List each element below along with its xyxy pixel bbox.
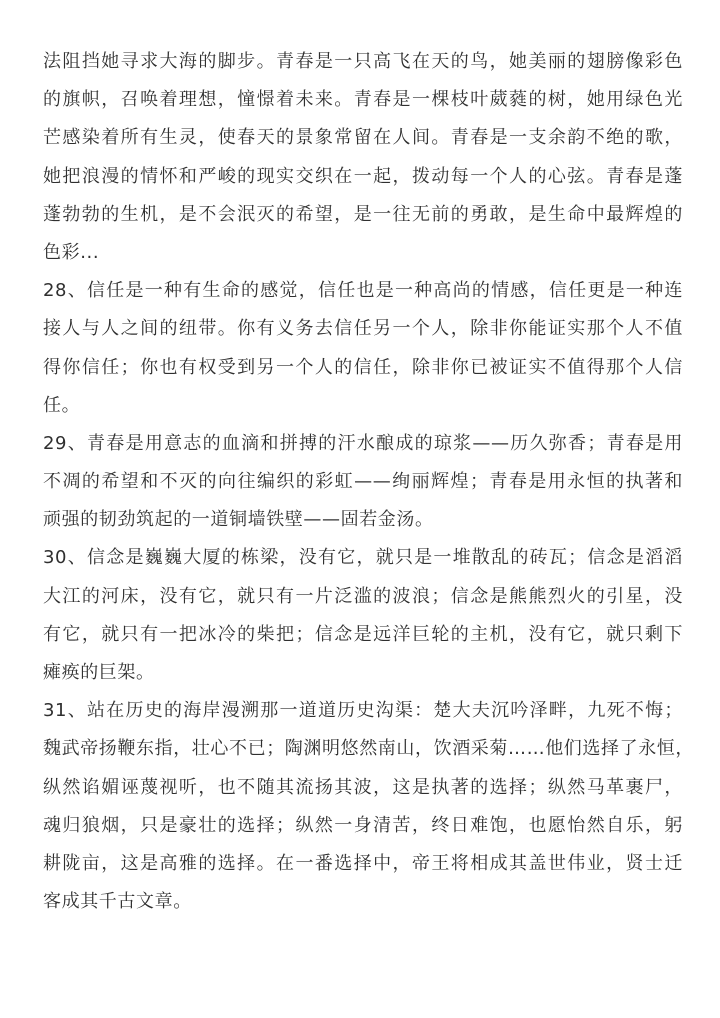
- text-line: 纵然谄媚诬蔑视听，也不随其流扬其波，这是执著的选择；纵然马革裹尸，: [43, 776, 683, 798]
- text-line: 魂归狼烟，只是豪壮的选择；纵然一身清苦，终日难饱，也愿怡然自乐，躬: [43, 814, 683, 836]
- text-line: 她把浪漫的情怀和严峻的现实交织在一起，拨动每一个人的心弦。青春是蓬: [43, 165, 683, 187]
- text-line: 有它，就只有一把冰冷的柴把；信念是远洋巨轮的主机，没有它，就只剩下: [43, 623, 683, 645]
- text-line: 顽强的韧劲筑起的一道铜墙铁壁——固若金汤。: [43, 509, 434, 531]
- text-line: 魏武帝扬鞭东指，壮心不已；陶渊明悠然南山，饮酒采菊……他们选择了永恒，: [43, 738, 694, 760]
- paragraph-31-history: [43, 692, 694, 921]
- text-line: 31、站在历史的海岸漫溯那一道道历史沟渠：楚大夫沉吟泽畔，九死不悔；: [43, 700, 683, 722]
- text-line: 任。: [43, 394, 81, 416]
- text-line: 接人与人之间的纽带。你有义务去信任另一个人，除非你能证实那个人不值: [43, 318, 683, 340]
- text-line: 大江的河床，没有它，就只有一片泛滥的波浪；信念是熊熊烈火的引星，没: [43, 585, 683, 607]
- text-line: 得你信任；你也有权受到另一个人的信任，除非你已被证实不值得那个人信: [43, 356, 683, 378]
- document-body: [43, 43, 694, 921]
- text-line: 色彩...: [43, 241, 100, 263]
- text-line: 耕陇亩，这是高雅的选择。在一番选择中，帝王将相成其盖世伟业，贤士迁: [43, 852, 683, 874]
- paragraph-29-youth: [43, 425, 683, 540]
- text-line: 的旗帜，召唤着理想，憧憬着未来。青春是一棵枝叶葳蕤的树，她用绿色光: [43, 89, 683, 111]
- text-line: 30、信念是巍巍大厦的栋梁，没有它，就只是一堆散乱的砖瓦；信念是滔滔: [43, 547, 683, 569]
- text-line: 瘫痪的巨架。: [43, 662, 155, 683]
- text-line: 客成其千古文章。: [43, 891, 192, 913]
- text-line: 28、信任是一种有生命的感觉，信任也是一种高尚的情感，信任更是一种连: [43, 280, 683, 302]
- paragraph-28-trust: [43, 272, 683, 425]
- paragraph-30-belief: [43, 539, 683, 692]
- text-line: 不凋的希望和不灭的向往编织的彩虹——绚丽辉煌；青春是用永恒的执著和: [43, 471, 683, 493]
- paragraph-youth-continued: [43, 43, 683, 272]
- text-line: 29、青春是用意志的血滴和拼搏的汗水酿成的琼浆——历久弥香；青春是用: [43, 432, 683, 454]
- text-line: 法阻挡她寻求大海的脚步。青春是一只高飞在天的鸟，她美丽的翅膀像彩色: [43, 51, 683, 72]
- text-line: 芒感染着所有生灵，使春天的景象常留在人间。青春是一支余韵不绝的歌，: [43, 127, 683, 149]
- text-line: 蓬勃勃的生机，是不会泯灭的希望，是一往无前的勇敢，是生命中最辉煌的: [43, 203, 683, 225]
